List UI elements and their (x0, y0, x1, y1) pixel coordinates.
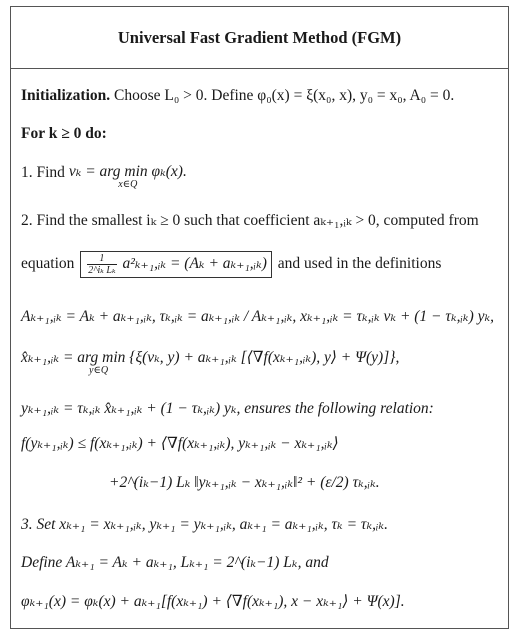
initialization-text: Choose L₀ > 0. Define φ₀(x) = ξ(x₀, x), y₀ = x₀, A₀ = 0. (114, 87, 455, 104)
step3-line: 3. Set xₖ₊₁ = xₖ₊₁,ᵢₖ, yₖ₊₁ = yₖ₊₁,ᵢₖ, aₖ₊₁ = aₖ₊₁,ᵢₖ, τₖ = τₖ,ᵢₖ. (21, 516, 388, 533)
initialization-line (21, 87, 454, 105)
initialization-label: Initialization. (21, 87, 111, 104)
for-loop-label: For k ≥ 0 do: (21, 125, 107, 142)
inequality-line-1: f(yₖ₊₁,ᵢₖ) ≤ f(xₖ₊₁,ᵢₖ) + ⟨∇f(xₖ₊₁,ᵢₖ), yₖ₊₁,ᵢₖ − xₖ₊₁,ᵢₖ⟩ (21, 435, 339, 452)
equation-fraction (87, 253, 116, 276)
step2-line: 2. Find the smallest iₖ ≥ 0 such that coefficient aₖ₊₁,ᵢₖ > 0, computed from (21, 212, 479, 229)
xhat-argmin (21, 350, 399, 376)
xhat-math: x̂ₖ₊₁,ᵢₖ = arg min {ξ(vₖ, y) + aₖ₊₁,ᵢₖ [⟨∇f(xₖ₊₁,ᵢₖ), y⟩ + Ψ(y)]}, (21, 349, 400, 366)
define-line: Define Aₖ₊₁ = Aₖ + aₖ₊₁, Lₖ₊₁ = 2^(iₖ−1) Lₖ, and (21, 554, 329, 571)
step1-prefix: 1. Find (21, 164, 65, 181)
equation-fraction-num: 1 (87, 253, 116, 265)
equation-body: a²ₖ₊₁,ᵢₖ = (Aₖ + aₖ₊₁,ᵢₖ) (122, 255, 267, 273)
step1-argmin-subscript: x∈Q (118, 179, 138, 190)
step1-line (21, 164, 187, 190)
algorithm-title: Universal Fast Gradient Method (FGM) (117, 27, 402, 47)
y-update-line: yₖ₊₁,ᵢₖ = τₖ,ᵢₖ x̂ₖ₊₁,ᵢₖ + (1 − τₖ,ᵢₖ) yₖ, ensures the following relation: (21, 400, 434, 417)
definitions-line: Aₖ₊₁,ᵢₖ = Aₖ + aₖ₊₁,ᵢₖ, τₖ,ᵢₖ = aₖ₊₁,ᵢₖ / Aₖ₊₁,ᵢₖ, xₖ₊₁,ᵢₖ = τₖ,ᵢₖ vₖ + (1 − τₖ,ᵢₖ) yₖ, (21, 308, 495, 325)
equation-fraction-den: 2^iₖ Lₖ (88, 265, 116, 276)
title-row (11, 7, 508, 69)
inequality-line-2: +2^(iₖ−1) Lₖ ‖yₖ₊₁,ᵢₖ − xₖ₊₁,ᵢₖ‖² + (ε/2) τₖ,ᵢₖ. (109, 474, 380, 491)
xhat-line (21, 350, 399, 376)
equation-suffix: and used in the definitions (277, 255, 442, 273)
boxed-equation (80, 251, 272, 278)
phi-update-line: φₖ₊₁(x) = φₖ(x) + aₖ₊₁[f(xₖ₊₁) + ⟨∇f(xₖ₊₁), x − xₖ₊₁⟩ + Ψ(x)]. (21, 593, 405, 610)
equation-line (21, 251, 441, 278)
xhat-argmin-subscript: y∈Q (89, 365, 109, 376)
step1-argmin (69, 164, 187, 190)
step1-math: vₖ = arg min φₖ(x). (68, 163, 187, 180)
algorithm-box (10, 6, 509, 629)
equation-label: equation (21, 255, 75, 273)
